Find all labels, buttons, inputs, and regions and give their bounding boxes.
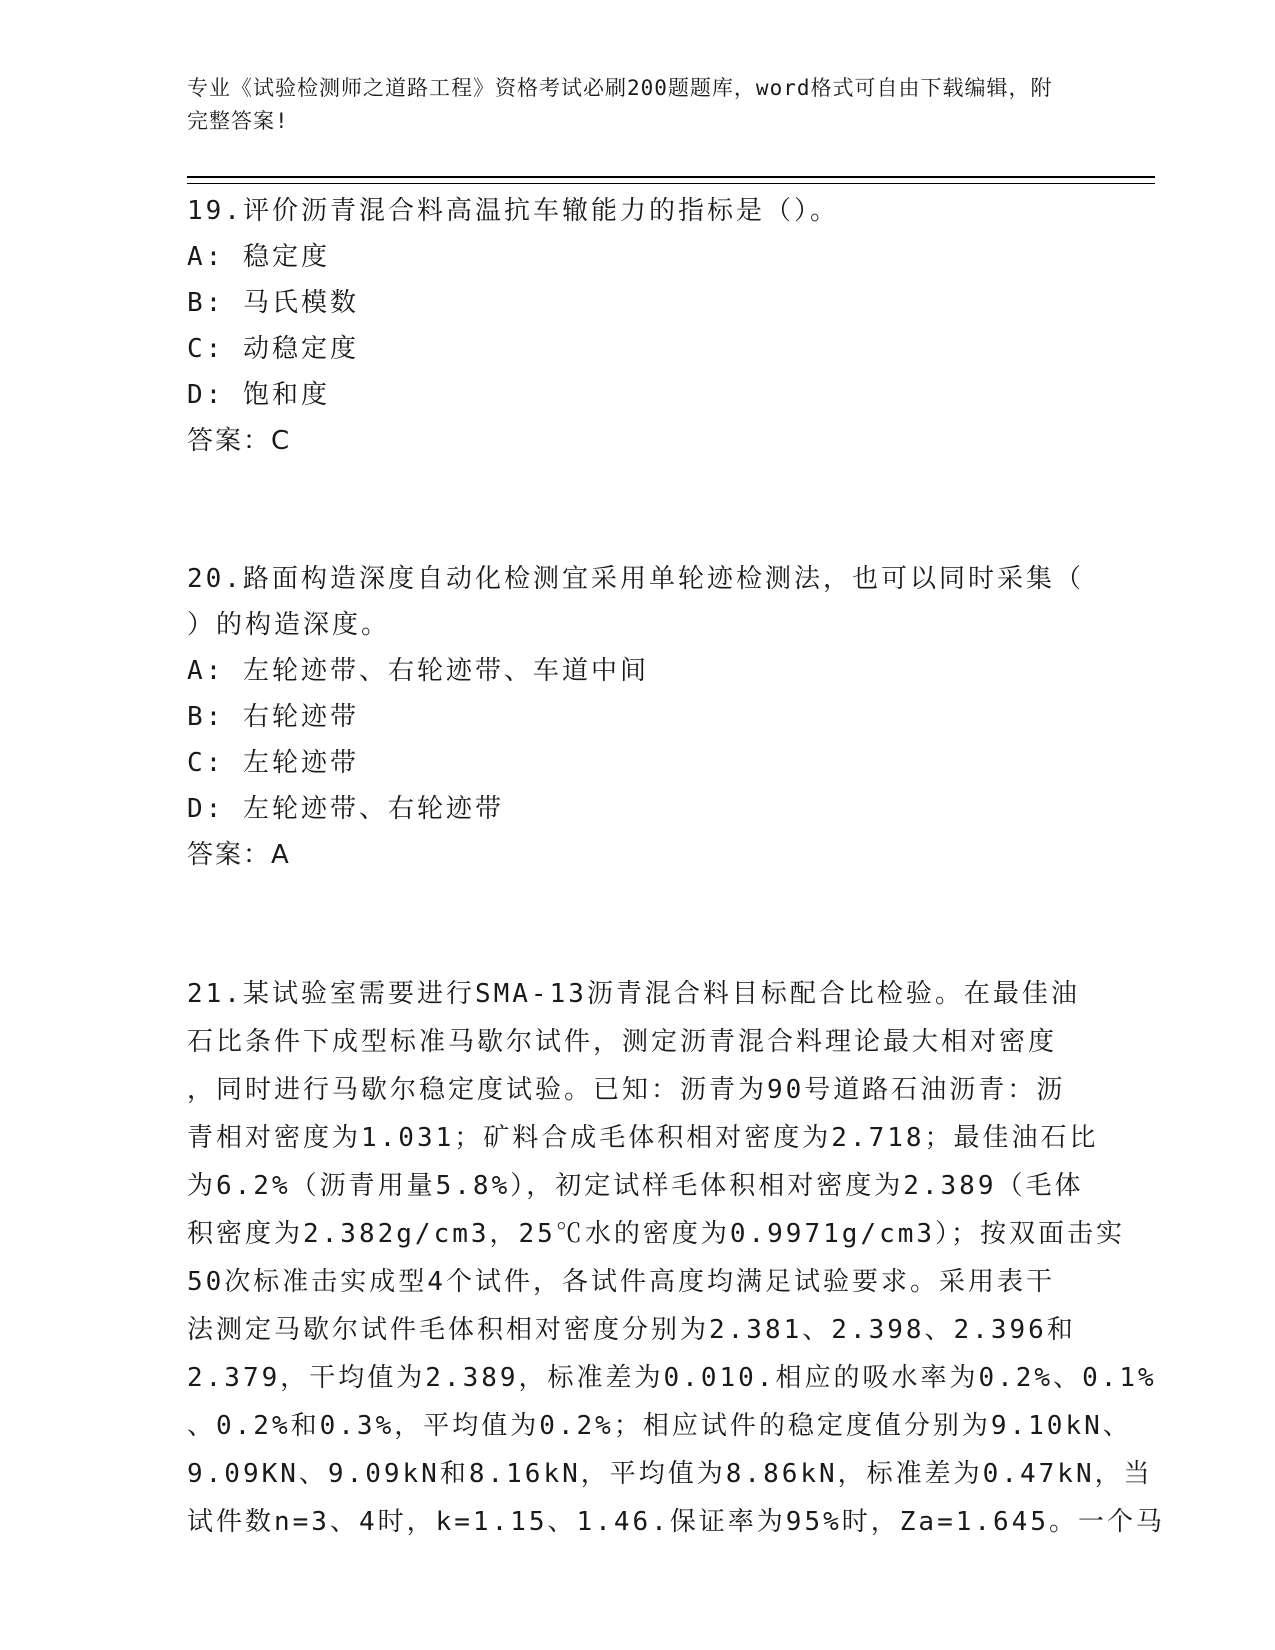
question-stem: 21.某试验室需要进行SMA-13沥青混合料目标配合比检验。在最佳油 (187, 979, 1080, 1009)
option-c: C: 左轮迹带 (187, 748, 359, 778)
option-a: A: 稳定度 (187, 242, 330, 272)
header-divider (187, 176, 1155, 184)
question-stem-line: 青相对密度为1.031；矿料合成毛体积相对密度为2.718；最佳油石比 (187, 1123, 1099, 1153)
question-stem-line: 试件数n=3、4时，k=1.15、1.46.保证率为95%时，Za=1.645。一个马 (187, 1507, 1165, 1537)
question-stem: 20.路面构造深度自动化检测宜采用单轮迹检测法，也可以同时采集（ (187, 564, 1084, 594)
option-b: B: 马氏模数 (187, 288, 359, 318)
question-stem-line: 为6.2%（沥青用量5.8%），初定试样毛体积相对密度为2.389（毛体 (187, 1171, 1084, 1201)
question-stem-line: 法测定马歇尔试件毛体积相对密度分别为2.381、2.398、2.396和 (187, 1315, 1076, 1345)
option-b: B: 右轮迹带 (187, 702, 359, 732)
question-19 (187, 188, 1087, 464)
question-stem-continued: ）的构造深度。 (187, 610, 391, 640)
question-stem-line: 石比条件下成型标准马歇尔试件，测定沥青混合料理论最大相对密度 (187, 1027, 1058, 1057)
question-20 (187, 556, 1087, 878)
question-stem-line: ，同时进行马歇尔稳定度试验。已知：沥青为90号道路石油沥青：沥 (187, 1075, 1066, 1105)
question-21 (187, 970, 1165, 1546)
option-a: A: 左轮迹带、右轮迹带、车道中间 (187, 656, 649, 686)
question-stem-line: 50次标准击实成型4个试件，各试件高度均满足试验要求。采用表干 (187, 1267, 1055, 1297)
spacer (187, 464, 1087, 556)
answer-label: 答案：C (187, 426, 292, 456)
option-c: C: 动稳定度 (187, 334, 359, 364)
question-stem: 19.评价沥青混合料高温抗车辙能力的指标是（）。 (187, 196, 839, 226)
question-list (187, 188, 1165, 1546)
question-stem-line: 9.09KN、9.09kN和8.16kN，平均值为8.86kN，标准差为0.47kN，当 (187, 1459, 1153, 1489)
option-d: D: 饱和度 (187, 380, 330, 410)
option-d: D: 左轮迹带、右轮迹带 (187, 794, 504, 824)
spacer (187, 878, 1087, 970)
answer-label: 答案：A (187, 840, 291, 870)
question-stem-line: 积密度为2.382g/cm3，25℃水的密度为0.9971g/cm3）；按双面击实 (187, 1219, 1126, 1249)
question-stem-line: 2.379，干均值为2.389，标准差为0.010.相应的吸水率为0.2%、0.1% (187, 1363, 1157, 1393)
question-stem-line: 、0.2%和0.3%，平均值为0.2%；相应试件的稳定度值分别为9.10kN、 (187, 1411, 1132, 1441)
page-header: 专业《试验检测师之道路工程》资格考试必刷200题题库，word格式可自由下载编辑，附完整答案! (187, 76, 1053, 133)
